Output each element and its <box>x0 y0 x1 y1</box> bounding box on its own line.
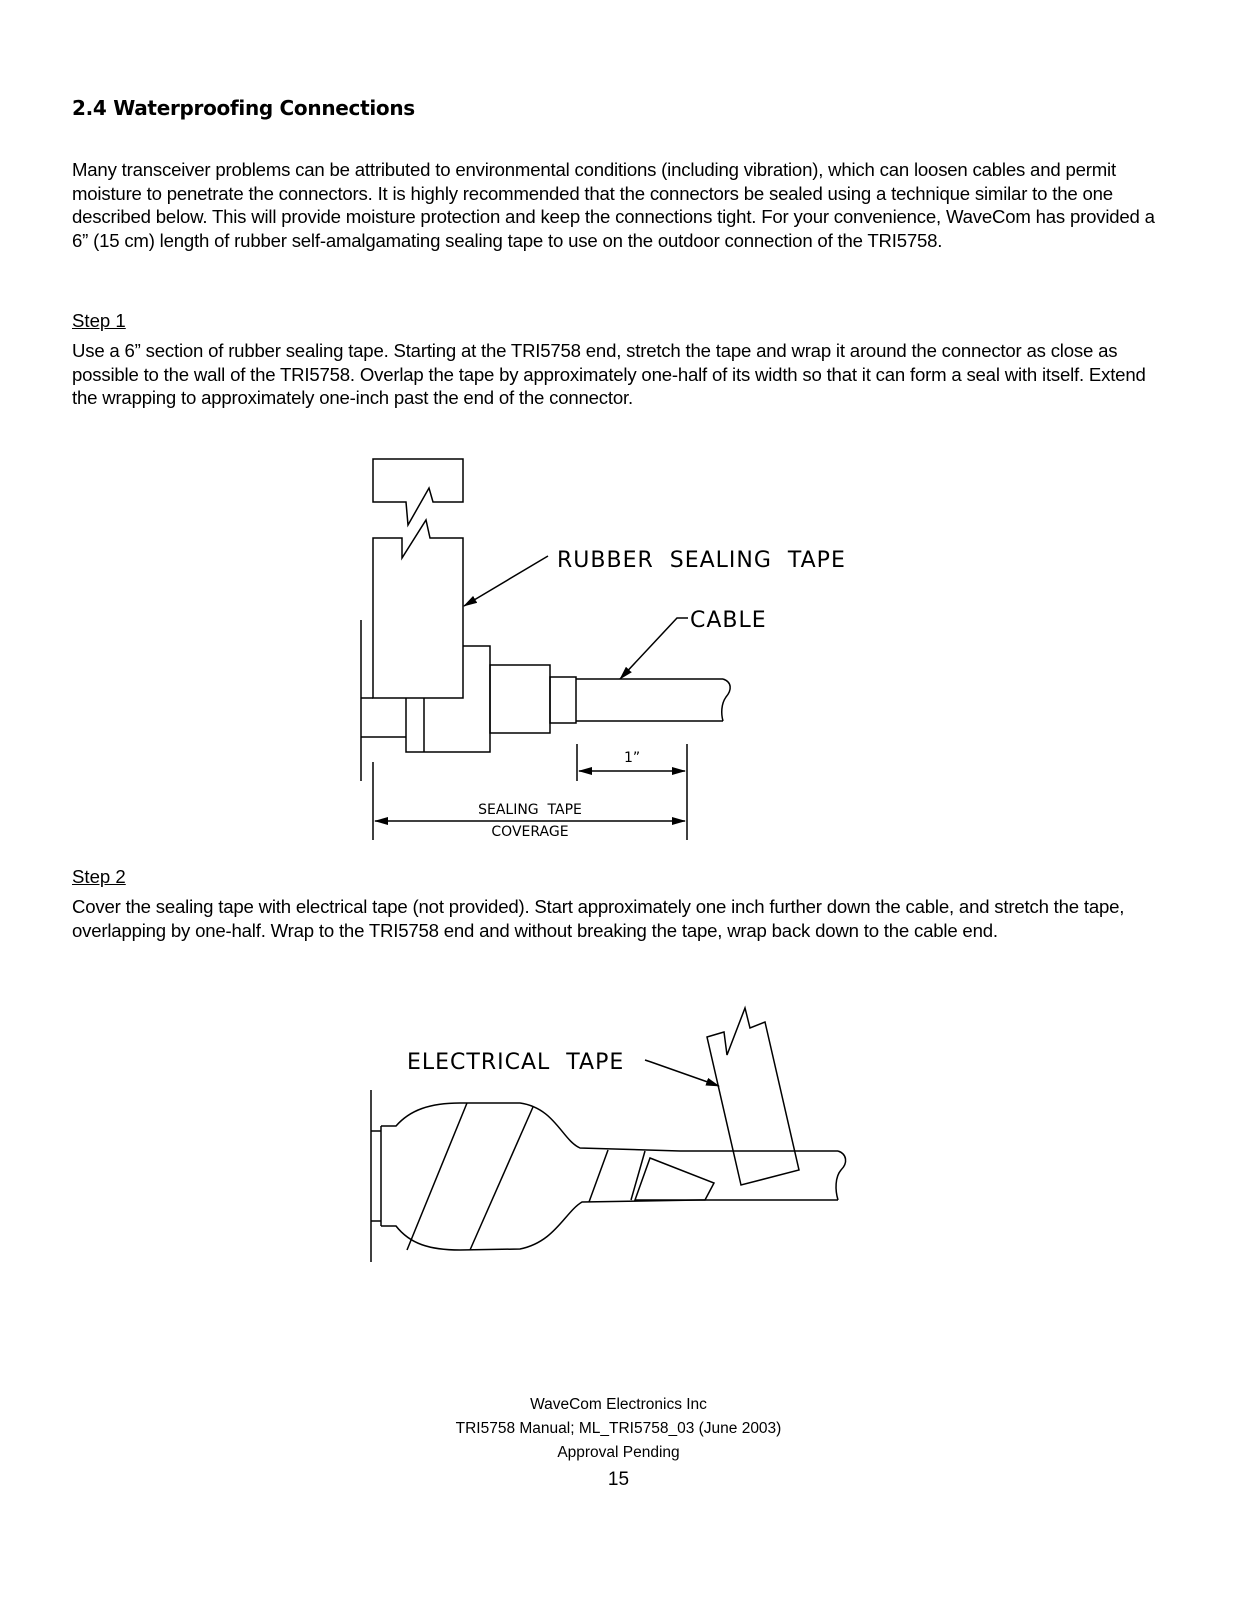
label-rubber-sealing-tape: RUBBER SEALING TAPE <box>557 548 846 573</box>
step-1-paragraph: Use a 6” section of rubber sealing tape. Starting at the TRI5758 end, stretch the tape and wrap it around the connector as close as possible to the wall of the TRI5758. Overlap the tape by approximately one-half of its width so that it can form a seal with itself. Extend the wrapping to approximately one-inch past the end of the connector. <box>72 340 1146 409</box>
section-title: 2.4 Waterproofing Connections <box>72 96 415 120</box>
footer-status: Approval Pending <box>557 1444 680 1461</box>
figure-electrical-tape <box>371 1008 846 1262</box>
page-number: 15 <box>607 1469 630 1490</box>
label-coverage: COVERAGE <box>491 824 569 840</box>
label-electrical-tape: ELECTRICAL TAPE <box>407 1050 625 1075</box>
footer-manual: TRI5758 Manual; ML_TRI5758_03 (June 2003) <box>455 1420 782 1437</box>
footer-company: WaveCom Electronics Inc <box>530 1396 707 1413</box>
label-sealing-tape: SEALING TAPE <box>478 802 582 818</box>
step-2-heading: Step 2 <box>72 866 126 887</box>
tape-leader-arrow <box>464 556 548 606</box>
cable-leader-arrow <box>620 618 688 679</box>
label-cable: CABLE <box>690 608 767 633</box>
connector-drawing <box>361 459 730 840</box>
step-2-paragraph: Cover the sealing tape with electrical tape (not provided). Start approximately one inch further down the cable, and stretch the tape, overlapping by one-half. Wrap to the TRI5758 end and without breaking the tape, wrap back down to the cable end. <box>72 896 1125 941</box>
label-one-inch: 1” <box>624 750 641 766</box>
step-1-heading: Step 1 <box>72 310 126 331</box>
intro-paragraph: Many transceiver problems can be attributed to environmental conditions (including vibration), which can loosen cables and permit moisture to penetrate the connectors. It is highly recommended that the connectors be sealed using a technique similar to the one described below. This will provide moisture protection and keep the connections tight. For your convenience, WaveCom has provided a 6” (15 cm) length of rubber self-amalgamating sealing tape to use on the outdoor connection of the TRI5758. <box>72 159 1155 251</box>
electrical-tape-leader-arrow <box>645 1060 719 1086</box>
